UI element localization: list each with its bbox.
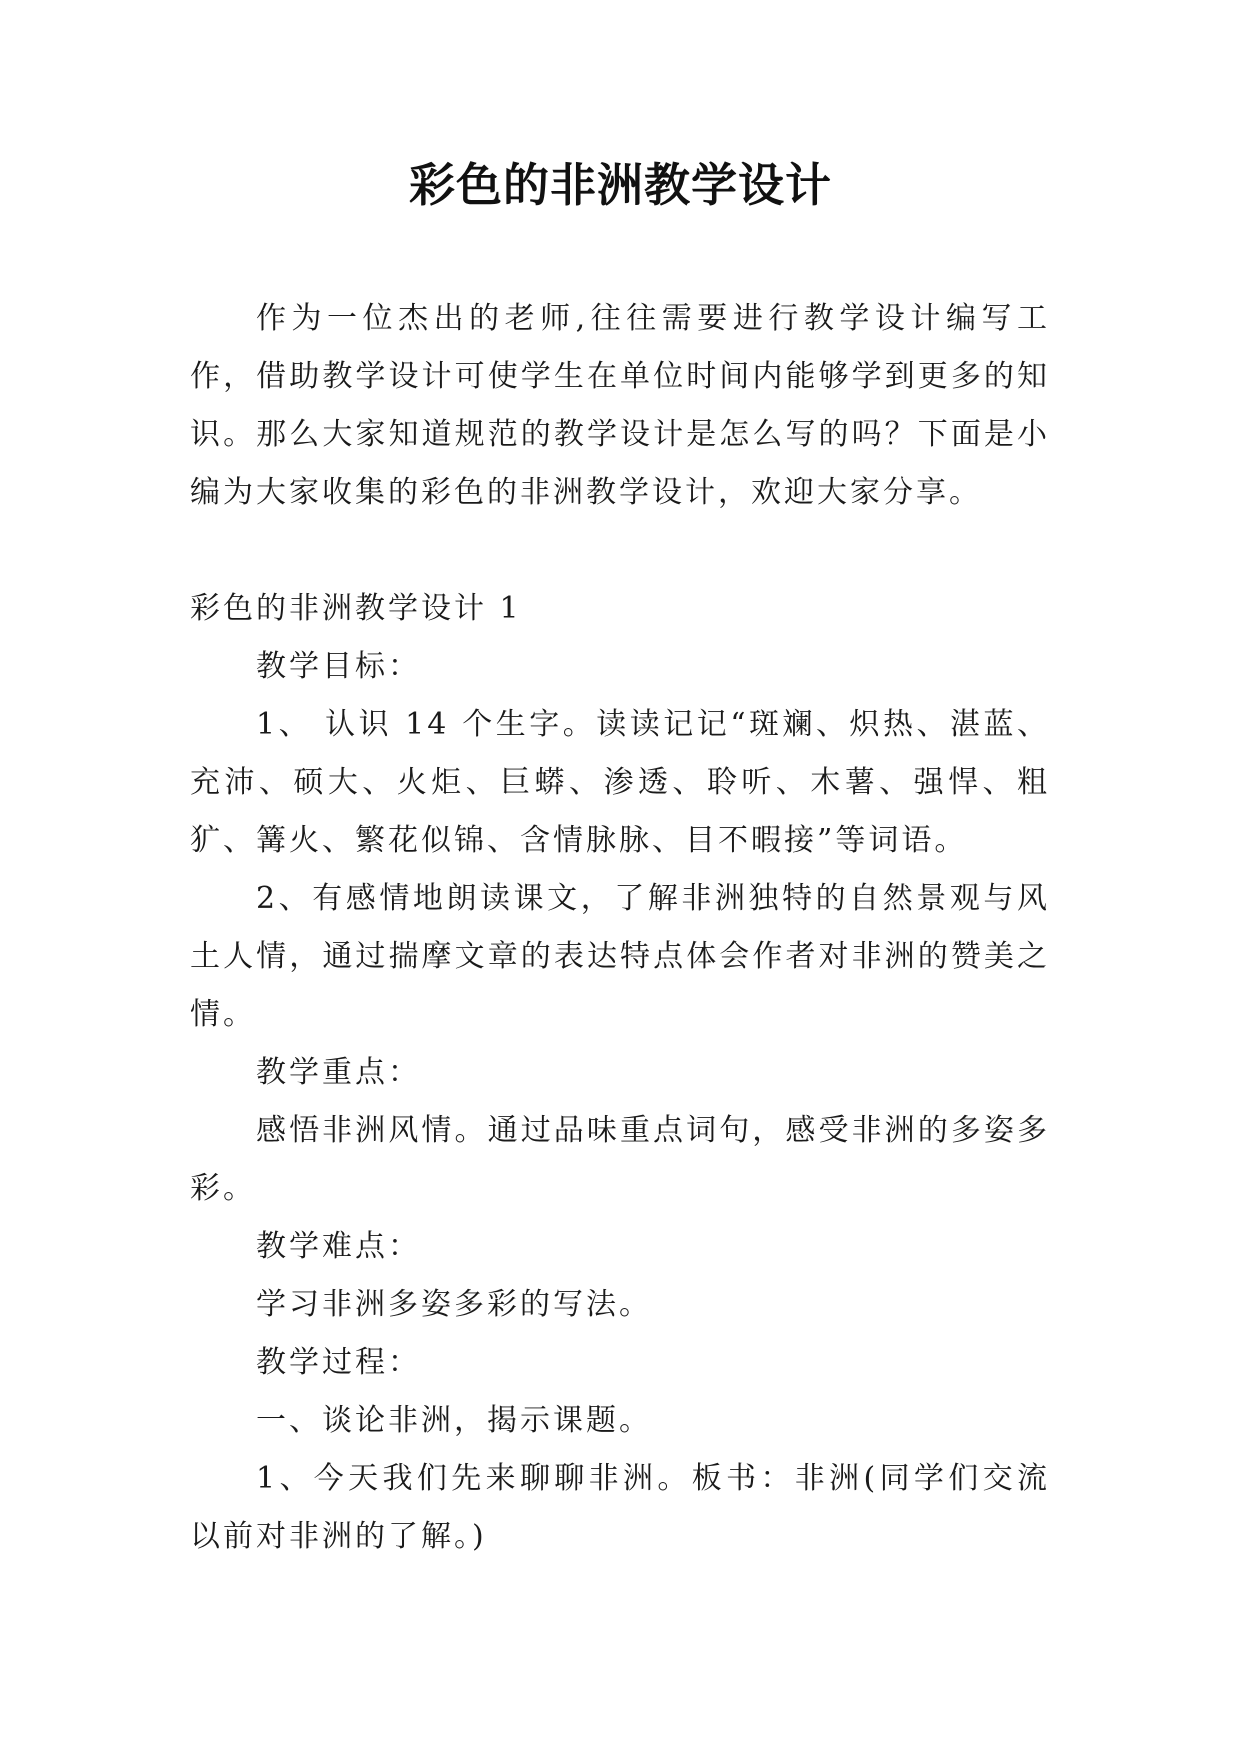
process-heading: 教学过程： (256, 1345, 421, 1380)
key-points-heading: 教学重点： (256, 1055, 421, 1090)
document-body (190, 290, 1050, 1566)
key-points-text: 感悟非洲风情。通过品味重点词句，感受非洲的多姿多彩。 (190, 1113, 1050, 1206)
process-step-1-item-1: 1、今天我们先来聊聊非洲。板书：非洲(同学们交流以前对非洲的了解。) (190, 1461, 1050, 1554)
paragraph-spacer (190, 522, 1050, 580)
objectives-heading: 教学目标： (256, 649, 421, 684)
objective-item-1: 1、 认识 14 个生字。读读记记“斑斓、炽热、湛蓝、充沛、硕大、火炬、巨蟒、渗透、聆听、木薯、强悍、粗犷、篝火、繁花似锦、含情脉脉、目不暇接”等词语。 (190, 707, 1050, 858)
difficulties-heading: 教学难点： (256, 1229, 421, 1264)
section-heading: 彩色的非洲教学设计 1 (190, 591, 522, 626)
process-step-1: 一、谈论非洲，揭示课题。 (256, 1403, 652, 1438)
document-title: 彩色的非洲教学设计 (409, 158, 832, 212)
difficulties-text: 学习非洲多姿多彩的写法。 (256, 1287, 652, 1322)
intro-paragraph: 作为一位杰出的老师,往往需要进行教学设计编写工作，借助教学设计可使学生在单位时间内能够学到更多的知识。那么大家知道规范的教学设计是怎么写的吗？下面是小编为大家收集的彩色的非洲教学设计，欢迎大家分享。 (190, 301, 1050, 510)
objective-item-2: 2、有感情地朗读课文，了解非洲独特的自然景观与风土人情，通过揣摩文章的表达特点体会作者对非洲的赞美之情。 (190, 881, 1050, 1032)
